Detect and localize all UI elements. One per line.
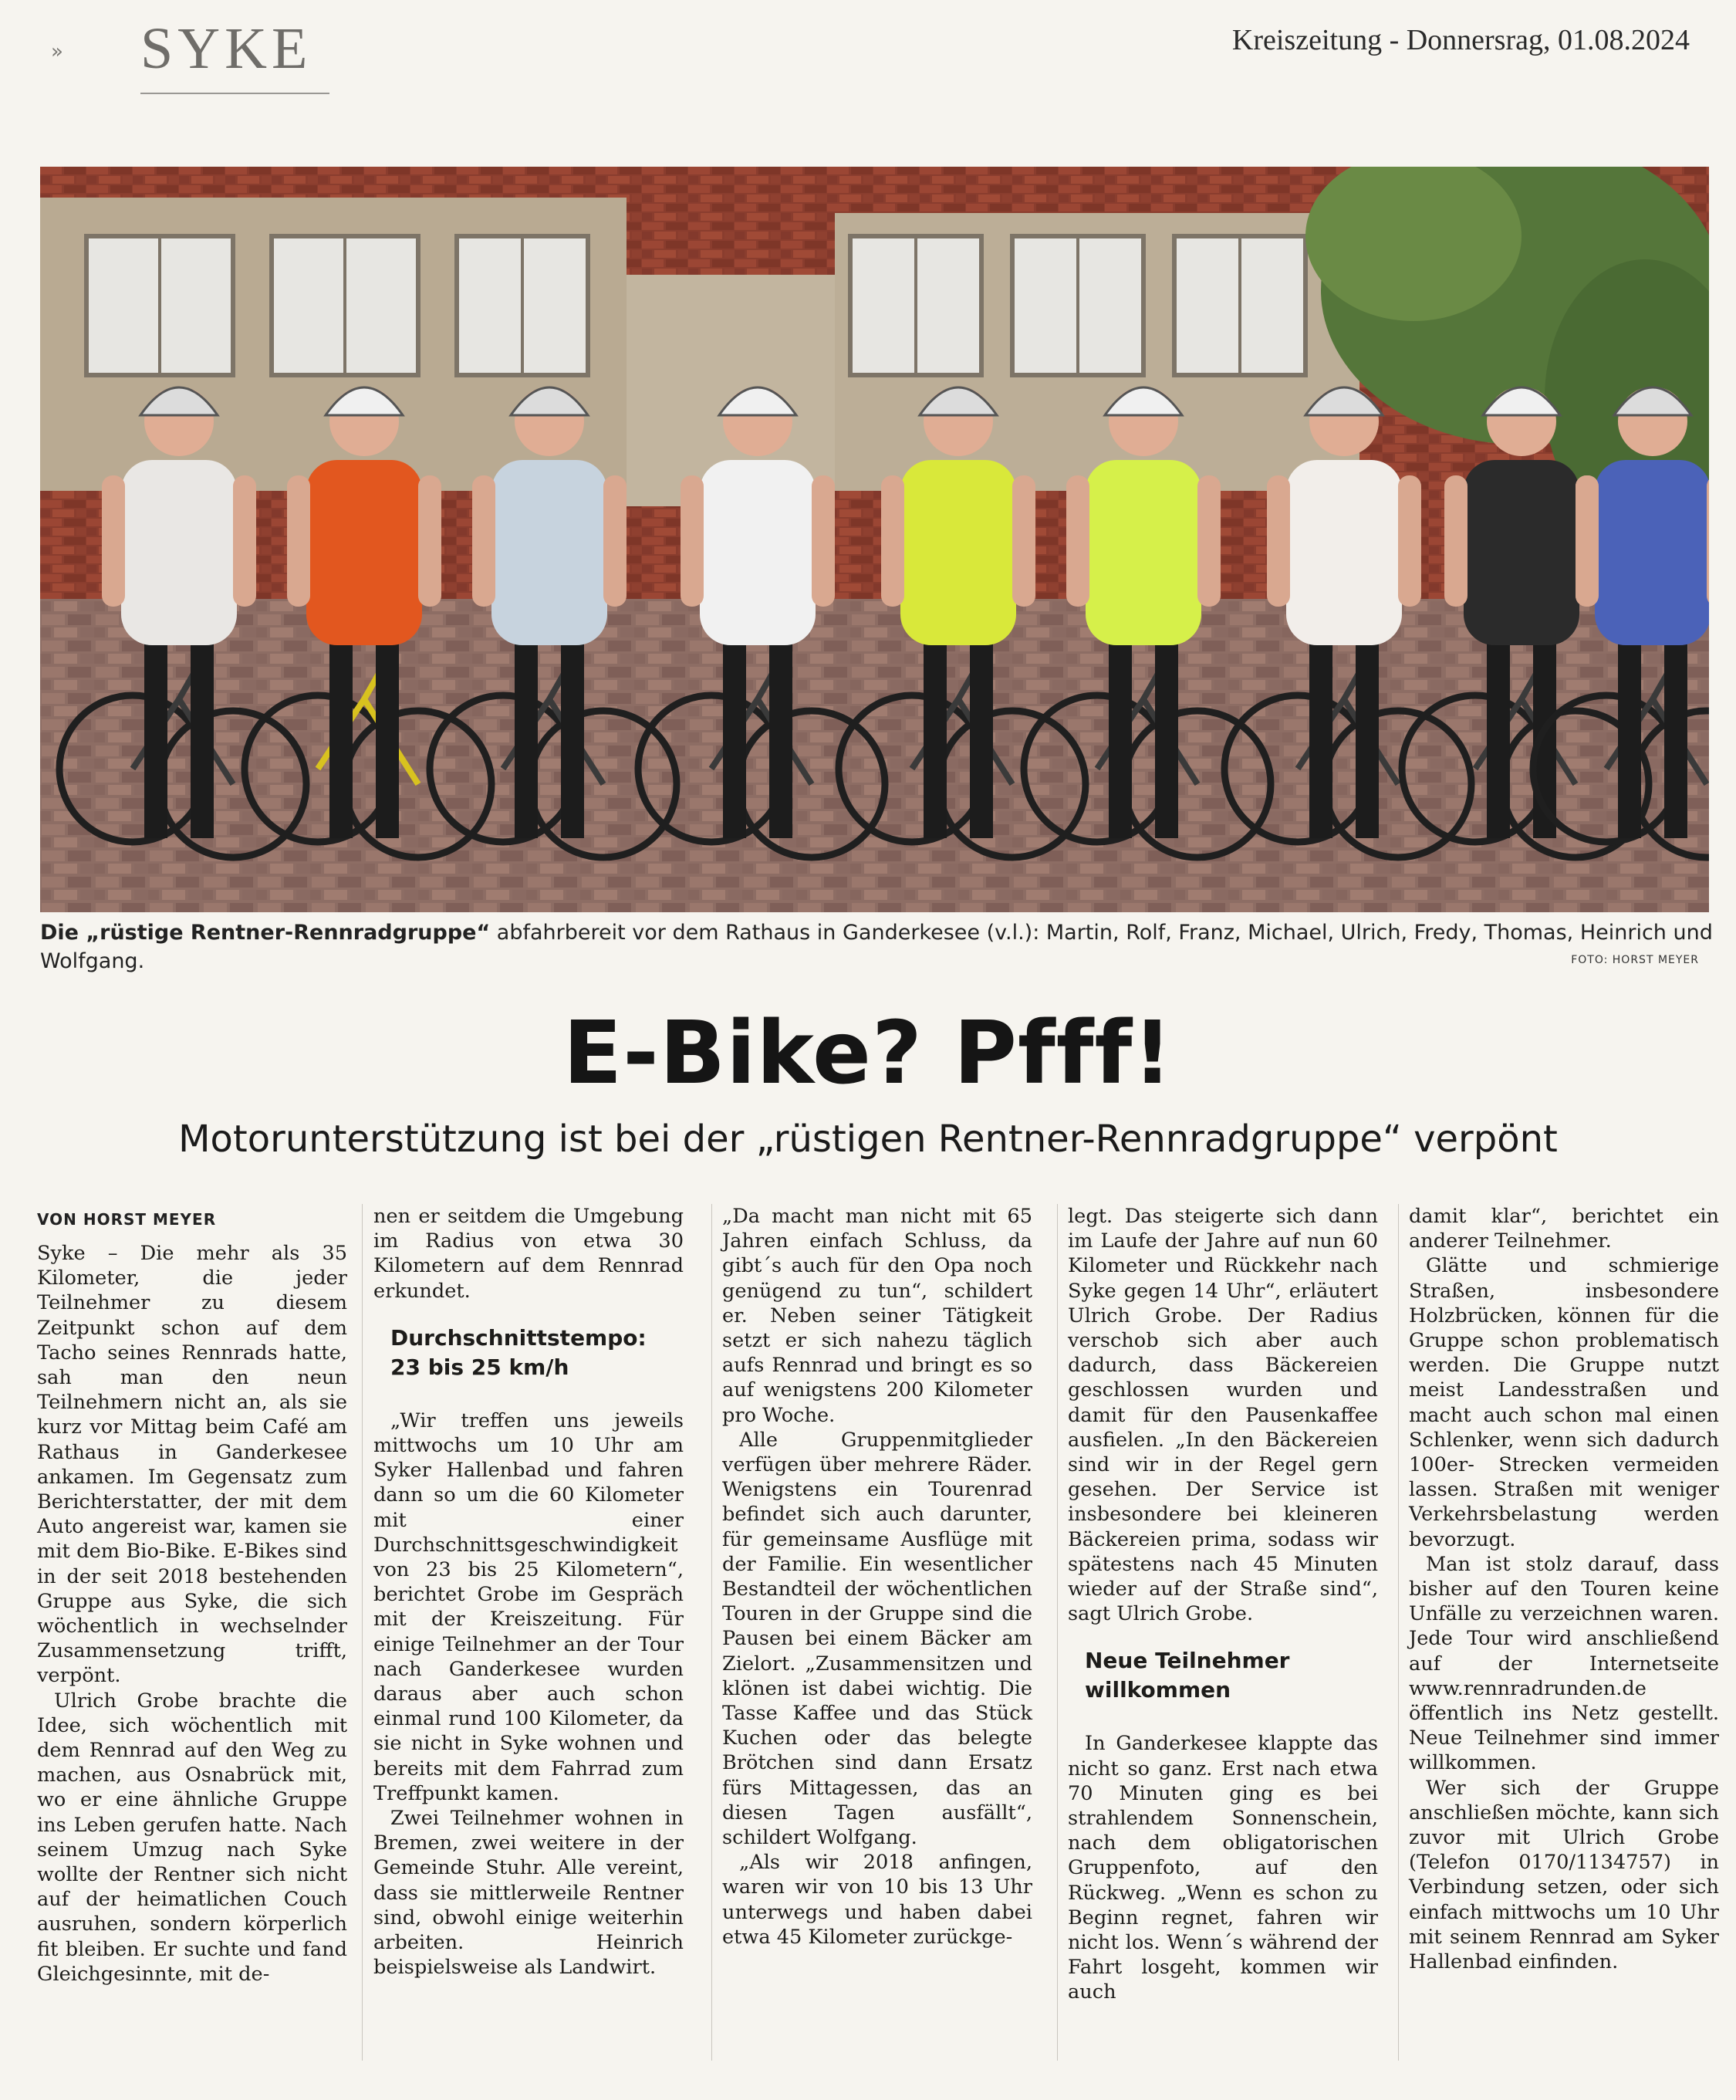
paragraph: Glätte und schmierige Straßen, insbesondere Holzbrücken, können für die Gruppe schon problematisch werden. Die Gruppe nutzt meist Landesstraßen und macht auch schon mal einen Schlenker, wenn sich dadurch 100er- Strecken vermeiden lassen. Straßen mit weniger Verkehrsbelastung werden bevorzugt. [1409,1254,1719,1551]
dateline: Kreiszeitung - Donnersrag, 01.08.2024 [1231,24,1690,56]
paragraph: Zwei Teilnehmer wohnen in Bremen, zwei weitere in der Gemeinde Stuhr. Alle vereint, dass sie mittlerweile Rentner sind, obwohl einige weiterhin arbeiten. Heinrich beispielsweise als Landwirt. [373,1807,684,1980]
column-divider [711,1204,712,2061]
cyclists-illustration [40,167,1709,912]
group-photo [40,167,1709,912]
column-5 [1409,1204,1719,1974]
paragraph: Ulrich Grobe brachte die Idee, sich wöchentlich mit dem Rennrad auf den Weg zu machen, aus Osnabrück mit, wo er eine ähnliche Gruppe ins Leben gerufen hatte. Nach seinem Umzug nach Syke wollte der Rentner sich nicht auf der heimatlichen Couch ausruhen, sondern körperlich fit bleiben. Er suchte und fand Gleichgesinnte, mit de- [37,1689,347,1986]
paragraph: „Als wir 2018 anfingen, waren wir von 10 bis 13 Uhr unterwegs und haben dabei etwa 45 Kilometer zurückge- [722,1851,1032,1949]
subheading: Durchschnittstempo: 23 bis 25 km/h [390,1324,647,1380]
column-2 [373,1204,684,1980]
subheading: Neue Teilnehmer willkommen [1085,1648,1290,1703]
caption-text: abfahrbereit vor dem Rathaus in Ganderkesee (v.l.): Martin, Rolf, Franz, Michael, Ulrich, Fredy, Thomas, Heinrich und Wolfgang. [40,921,1713,973]
column-3 [722,1204,1032,1950]
paragraph: nen er seitdem die Umgebung im Radius von etwa 30 Kilometern auf dem Rennrad erkundet. [373,1205,684,1303]
paragraph: In Ganderkesee klappte das nicht so ganz. Erst nach etwa 70 Minuten ging es bei strahlendem Sonnenschein, nach dem obligatorischen Gruppenfoto, auf den Rückweg. „Wenn es schon zu Beginn regnet, fahren wir nicht los. Wenn´s während der Fahrt losgeht, kommen wir auch [1068,1732,1378,2004]
photo-credit: FOTO: HORST MEYER [1571,954,1699,966]
column-divider [362,1204,363,2061]
column-4 [1068,1204,1378,2005]
column-divider [1398,1204,1399,2061]
paragraph: legt. Das steigerte sich dann im Laufe der Jahre auf nun 60 Kilometer und Rückkehr nach Syke gegen 14 Uhr“, erläutert Ulrich Grobe. Der Radius verschob sich aber auch dadurch, dass Bäckereien geschlossen wurden und damit für den Pausenkaffee ausfielen. „In den Bäckereien sind wir in der Regel gern gesehen. Der Service ist insbesondere bei kleineren Bäckereien prima, sodass wir spätestens nach 45 Minuten wieder auf der Straße sind“, sagt Ulrich Grobe. [1068,1205,1378,1626]
column-divider [1057,1204,1058,2061]
paragraph: Syke – Die mehr als 35 Kilometer, die jeder Teilnehmer zu diesem Zeitpunkt schon auf dem Tacho seines Rennrads hatte, sah man den neun Teilnehmern nicht an, als sie kurz vor Mittag beim Café am Rathaus in Ganderkesee ankamen. Im Gegensatz zum Berichterstatter, der mit dem Auto angereist war, kamen sie mit dem Bio-Bike. E-Bikes sind in der seit 2018 bestehenden Gruppe aus Syke, die sich wöchentlich in wechselnder Zusammensetzung trifft, verpönt. [37,1242,347,1688]
paragraph: Alle Gruppenmitglieder verfügen über mehrere Räder. Wenigstens ein Tourenrad befindet sich auch darunter, für gemeinsame Ausflüge mit der Familie. Ein wesentlicher Bestandteil der wöchentlichen Touren in der Gruppe sind die Pausen bei einem Bäcker am Zielort. „Zusammensitzen und klönen ist dabei wichtig. Die Tasse Kaffee und das Stück Kuchen oder das belegte Brötchen sind dann Ersatz fürs Mittagessen, das an diesen Tagen ausfällt“, schildert Wolfgang. [722,1428,1032,1850]
section-marker: » [51,40,63,63]
byline: VON HORST MEYER [37,1210,217,1229]
headline: E-Bike? Pfff! [562,1003,1174,1104]
caption-lead: Die „rüstige Rentner-Rennradgruppe“ [40,921,491,945]
paragraph: damit klar“, berichtet ein anderer Teilnehmer. [1409,1205,1719,1253]
subheadline: Motorunterstützung ist bei der „rüstigen Rentner-Rennradgruppe“ verpönt [178,1118,1558,1161]
column-1 [37,1204,347,1987]
masthead-rule [140,93,329,94]
photo-caption [40,918,1722,976]
paragraph: „Wir treffen uns jeweils mittwochs um 10 Uhr am Syker Hallenbad und fahren dann so um die 60 Kilometer mit einer Durchschnittsgeschwindigkeit von 23 bis 25 Kilometern“, berichtet Grobe im Gespräch mit der Kreiszeitung. Für einige Teilnehmer an der Tour nach Ganderkesee wurden daraus aber auch schon einmal rund 100 Kilometer, da sie nicht in Syke wohnen und bereits mit dem Fahrrad zum Treffpunkt kamen. [373,1408,684,1805]
paragraph: Man ist stolz darauf, dass bisher auf den Touren keine Unfälle zu verzeichnen waren. Jede Tour wird anschließend auf der Internetseite www.rennradrunden.de öffentlich ins Netz gestellt. Neue Teilnehmer sind immer willkommen. [1409,1552,1719,1775]
paragraph: „Da macht man nicht mit 65 Jahren einfach Schluss, da gibt´s auch für den Opa noch genügend zu tun“, schildert er. Neben seiner Tätigkeit setzt er sich nahezu täglich aufs Rennrad und bringt es so auf wenigstens 200 Kilometer pro Woche. [722,1205,1032,1427]
paragraph: Wer sich der Gruppe anschließen möchte, kann sich zuvor mit Ulrich Grobe (Telefon 0170/1134757) in Verbindung setzen, oder sich einfach mittwochs um 10 Uhr mit seinem Rennrad am Syker Hallenbad einfinden. [1409,1776,1719,1974]
section-title: SYKE [140,16,312,81]
